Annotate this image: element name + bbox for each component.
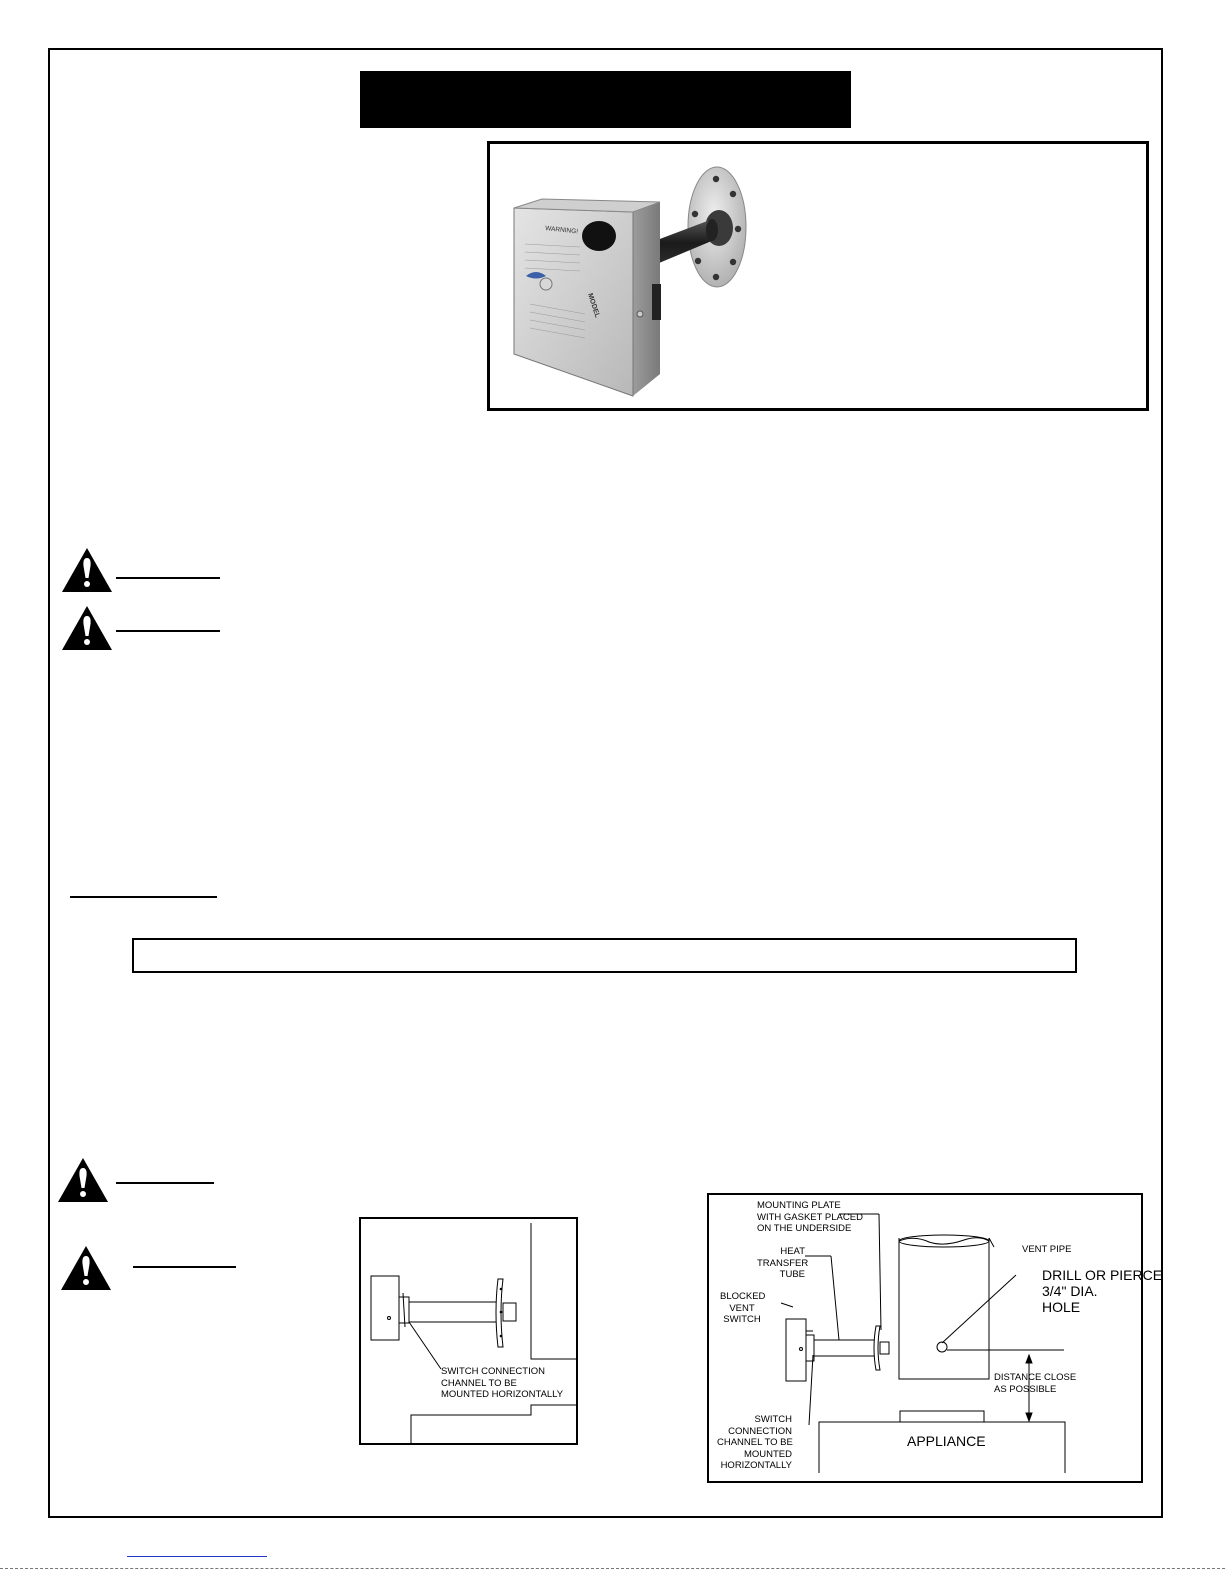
- caption-line: WITH GASKET PLACED: [757, 1211, 863, 1223]
- caption-line: SWITCH: [723, 1314, 761, 1325]
- section-heading-underline: [70, 896, 217, 898]
- warning-label-text: WARNING!: [544, 225, 579, 236]
- caption-line: ON THE UNDERSIDE: [757, 1223, 852, 1234]
- figure-side-view: [359, 1217, 578, 1445]
- caption-line: AS POSSIBLE: [994, 1383, 1057, 1395]
- heading-underline: [116, 577, 220, 579]
- caption-line: VENT: [729, 1302, 755, 1314]
- caption-line: DISTANCE CLOSE: [994, 1372, 1077, 1383]
- vent-pipe: [899, 1238, 989, 1379]
- caution-icon: [60, 604, 114, 652]
- caption-line: MOUNTED: [743, 1448, 792, 1460]
- caption-line: SWITCH: [754, 1414, 792, 1425]
- warning-icon: [56, 1156, 110, 1204]
- title-bar: [360, 71, 851, 128]
- model-label-text: MODEL: [586, 292, 601, 319]
- appliance-label: APPLIANCE: [907, 1433, 986, 1449]
- caption-line: HEAT: [780, 1246, 805, 1257]
- caption-line: TRANSFER: [757, 1257, 809, 1269]
- footer-link-underline[interactable]: [127, 1556, 267, 1557]
- drill-hole-label: [1042, 1267, 1162, 1315]
- figure-installation-diagram: [707, 1193, 1163, 1483]
- caption-line: MOUNTING PLATE: [757, 1200, 841, 1211]
- caption-line: CONNECTION: [728, 1425, 792, 1437]
- blocked-vent-switch-label: [720, 1291, 764, 1326]
- heading-underline: [116, 630, 220, 632]
- caption-line: CHANNEL TO BE: [717, 1437, 793, 1448]
- vent-pipe-label: VENT PIPE: [1022, 1244, 1072, 1255]
- caption-line: DRILL OR PIERCE: [1042, 1267, 1163, 1283]
- caption-line: BLOCKED: [720, 1291, 766, 1302]
- product-photo-frame: [487, 141, 1149, 411]
- distance-label: [994, 1372, 1076, 1395]
- caption-line: MOUNTED HORIZONTALLY: [441, 1389, 564, 1400]
- heading-underline: [116, 1182, 214, 1184]
- product-photo: [490, 144, 1146, 408]
- heat-tube-label: [757, 1246, 809, 1281]
- channel-caption-left: [441, 1366, 563, 1401]
- caption-line: CHANNEL TO BE: [441, 1377, 517, 1389]
- switch-channel-label: [717, 1414, 792, 1472]
- mounting-plate-label: [757, 1200, 863, 1235]
- caption-line: HOLE: [1042, 1299, 1081, 1315]
- caution-icon: [59, 1244, 113, 1292]
- caption-line: TUBE: [779, 1269, 805, 1280]
- caption-line: SWITCH CONNECTION: [441, 1366, 545, 1377]
- side-view-drawing: [361, 1219, 576, 1443]
- heading-underline: [133, 1266, 236, 1268]
- warning-icon: [60, 546, 114, 594]
- caption-line: HORIZONTALLY: [720, 1460, 792, 1471]
- notice-box: [132, 938, 1077, 973]
- page-cut-line: [0, 1568, 1225, 1569]
- caption-line: 3/4" DIA.: [1042, 1283, 1098, 1299]
